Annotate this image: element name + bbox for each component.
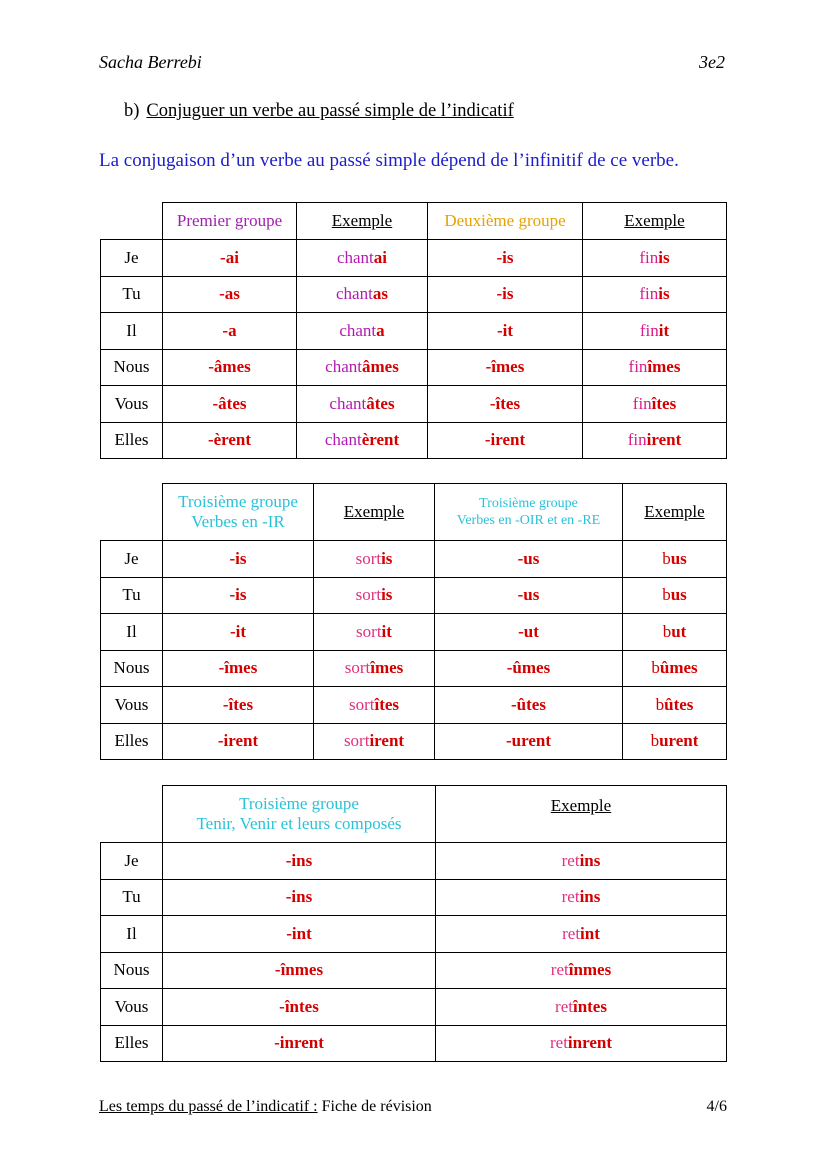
example-stem: fin (639, 284, 659, 304)
example-cell (436, 916, 727, 953)
header-troisieme-groupe-tenir-venir (163, 786, 436, 843)
table-header-row (101, 484, 727, 541)
section-title-text: Conjuguer un verbe au passé simple de l’indicatif (146, 101, 514, 121)
example-stem: ret (562, 923, 581, 943)
example-stem: fin (632, 393, 652, 413)
pronoun-cell: Tu (101, 577, 163, 614)
example-stem: sort (355, 548, 382, 568)
example-ending: îmes (370, 658, 404, 678)
example-cell (297, 276, 428, 313)
table-row (101, 422, 727, 459)
example-cell (623, 577, 727, 614)
example-ending: it (381, 621, 392, 641)
header-deuxieme-groupe: Deuxième groupe (428, 203, 583, 240)
example-stem: b (650, 731, 660, 751)
example-cell (297, 240, 428, 277)
example-ending: as (372, 284, 388, 304)
footer-title-text: Les temps du passé de l’indicatif : (99, 1098, 318, 1115)
ending-cell: -us (435, 577, 623, 614)
example-cell (297, 349, 428, 386)
header-troisieme-groupe-ir (163, 484, 314, 541)
example-ending: înmes (568, 960, 612, 980)
example-cell (623, 614, 727, 651)
example-stem: ret (550, 960, 569, 980)
ending-cell: -îtes (163, 687, 314, 724)
example-stem: sort (343, 731, 370, 751)
table-row (101, 614, 727, 651)
example-stem: sort (344, 658, 371, 678)
example-ending: is (381, 548, 393, 568)
ending-cell: -a (163, 313, 297, 350)
example-stem: chant (324, 430, 362, 450)
table-row (101, 989, 727, 1026)
table-header-row (101, 786, 727, 843)
class-label: 3e2 (699, 52, 725, 72)
example-ending: is (381, 585, 393, 605)
example-ending: îtes (374, 694, 400, 714)
example-cell (436, 952, 727, 989)
blank-cell (101, 786, 163, 843)
example-stem: sort (348, 694, 375, 714)
example-stem: ret (561, 850, 580, 870)
pronoun-cell: Il (101, 614, 163, 651)
pronoun-cell: Il (101, 313, 163, 350)
header-line: Tenir, Venir et leurs composés (196, 814, 402, 833)
ending-cell: -ut (435, 614, 623, 651)
example-stem: chant (329, 393, 367, 413)
example-cell (297, 422, 428, 459)
example-cell (314, 577, 435, 614)
ending-cell: -ins (163, 843, 436, 880)
ending-cell: -înmes (163, 952, 436, 989)
example-cell (436, 989, 727, 1026)
header-exemple: Exemple (297, 203, 428, 240)
example-cell (436, 843, 727, 880)
footer-subtitle: Fiche de révision (321, 1098, 432, 1115)
example-ending: ûtes (664, 694, 694, 714)
table-header-row (101, 203, 727, 240)
table-row (101, 687, 727, 724)
pronoun-cell: Je (101, 843, 163, 880)
example-ending: it (658, 320, 670, 340)
table-row (101, 577, 727, 614)
example-stem: fin (639, 247, 659, 267)
pronoun-cell: Je (101, 541, 163, 578)
header-troisieme-groupe-oir-re (435, 484, 623, 541)
ending-cell: -is (163, 577, 314, 614)
pronoun-cell: Nous (101, 650, 163, 687)
ending-cell: -âmes (163, 349, 297, 386)
example-cell (623, 541, 727, 578)
ending-cell: -îmes (163, 650, 314, 687)
example-stem: chant (339, 320, 377, 340)
example-stem: ret (561, 887, 580, 907)
ending-cell: -irent (428, 422, 583, 459)
page-number: 4/6 (706, 1098, 727, 1115)
example-ending: is (658, 247, 670, 267)
ending-cell: -ins (163, 879, 436, 916)
pronoun-cell: Tu (101, 879, 163, 916)
pronoun-cell: Elles (101, 422, 163, 459)
example-cell (583, 422, 727, 459)
example-ending: èrent (361, 430, 400, 450)
example-cell (436, 879, 727, 916)
example-cell (314, 723, 435, 760)
pronoun-cell: Nous (101, 349, 163, 386)
example-ending: us (670, 585, 687, 605)
example-ending: ai (373, 247, 388, 267)
example-stem: b (655, 694, 665, 714)
header-line: Troisième groupe (178, 492, 298, 511)
pronoun-cell: Il (101, 916, 163, 953)
header-exemple: Exemple (436, 786, 727, 843)
example-ending: irent (646, 430, 682, 450)
example-ending: ins (579, 887, 601, 907)
example-ending: irent (369, 731, 405, 751)
example-stem: fin (627, 430, 647, 450)
table-row (101, 240, 727, 277)
ending-cell: -urent (435, 723, 623, 760)
example-ending: a (376, 320, 385, 340)
example-stem: sort (355, 585, 382, 605)
ending-cell: -int (163, 916, 436, 953)
example-stem: b (662, 585, 671, 605)
blank-cell (101, 203, 163, 240)
ending-cell: -irent (163, 723, 314, 760)
example-cell (297, 386, 428, 423)
pronoun-cell: Tu (101, 276, 163, 313)
example-ending: ûmes (659, 658, 698, 678)
table-third-group-tenir-venir (100, 785, 727, 1062)
example-cell (314, 687, 435, 724)
header-line: Verbes en -IR (191, 512, 285, 531)
section-title (124, 101, 514, 122)
pronoun-cell: Elles (101, 1025, 163, 1062)
header-premier-groupe: Premier groupe (163, 203, 297, 240)
example-ending: us (670, 548, 687, 568)
example-ending: îtes (651, 393, 677, 413)
ending-cell: -is (428, 276, 583, 313)
example-cell (623, 650, 727, 687)
ending-cell: -âtes (163, 386, 297, 423)
ending-cell: -is (163, 541, 314, 578)
example-stem: ret (555, 996, 573, 1016)
example-stem: ret (549, 1033, 568, 1053)
example-cell (583, 313, 727, 350)
example-ending: ins (579, 850, 601, 870)
example-ending: âmes (362, 357, 399, 377)
example-cell (583, 349, 727, 386)
header-exemple: Exemple (314, 484, 435, 541)
example-ending: inrent (567, 1033, 612, 1053)
table-row (101, 952, 727, 989)
example-ending: întes (572, 996, 607, 1016)
ending-cell: -ûtes (435, 687, 623, 724)
example-ending: urent (659, 731, 699, 751)
example-cell (314, 541, 435, 578)
ending-cell: -inrent (163, 1025, 436, 1062)
header-line: Troisième groupe (479, 496, 578, 511)
ending-cell: -èrent (163, 422, 297, 459)
example-ending: is (658, 284, 670, 304)
ending-cell: -ai (163, 240, 297, 277)
ending-cell: -îmes (428, 349, 583, 386)
header-exemple: Exemple (583, 203, 727, 240)
intro-text: La conjugaison d’un verbe au passé simple dépend de l’infinitif de ce verbe. (99, 150, 679, 171)
example-stem: chant (336, 284, 373, 304)
example-cell (583, 240, 727, 277)
example-stem: fin (628, 357, 648, 377)
example-stem: sort (356, 621, 382, 641)
ending-cell: -us (435, 541, 623, 578)
student-name: Sacha Berrebi (99, 52, 202, 72)
table-row (101, 723, 727, 760)
section-letter: b) (124, 101, 140, 121)
example-stem: fin (639, 320, 659, 340)
header-line: Troisième groupe (239, 794, 359, 813)
example-cell (583, 276, 727, 313)
example-ending: îmes (647, 357, 681, 377)
example-cell (314, 614, 435, 651)
table-row (101, 650, 727, 687)
ending-cell: -it (428, 313, 583, 350)
ending-cell: -as (163, 276, 297, 313)
header-exemple: Exemple (623, 484, 727, 541)
example-cell (436, 1025, 727, 1062)
example-cell (583, 386, 727, 423)
blank-cell (101, 484, 163, 541)
pronoun-cell: Vous (101, 687, 163, 724)
example-stem: chant (336, 247, 374, 267)
pronoun-cell: Elles (101, 723, 163, 760)
table-row (101, 541, 727, 578)
pronoun-cell: Nous (101, 952, 163, 989)
example-cell (314, 650, 435, 687)
example-cell (623, 687, 727, 724)
example-ending: int (580, 923, 600, 943)
table-row (101, 879, 727, 916)
example-stem: b (662, 548, 671, 568)
table-row (101, 1025, 727, 1062)
ending-cell: -întes (163, 989, 436, 1026)
example-stem: b (662, 621, 672, 641)
table-row (101, 313, 727, 350)
example-stem: b (651, 658, 660, 678)
table-row (101, 916, 727, 953)
example-cell (623, 723, 727, 760)
example-stem: chant (325, 357, 362, 377)
pronoun-cell: Vous (101, 386, 163, 423)
table-row (101, 386, 727, 423)
ending-cell: -îtes (428, 386, 583, 423)
example-cell (297, 313, 428, 350)
example-ending: ut (671, 621, 687, 641)
table-row (101, 276, 727, 313)
table-third-group-ir-oir-re (100, 483, 727, 760)
pronoun-cell: Vous (101, 989, 163, 1026)
table-row (101, 349, 727, 386)
ending-cell: -ûmes (435, 650, 623, 687)
header-line: Verbes en -OIR et en -RE (456, 513, 601, 528)
table-row (101, 843, 727, 880)
example-ending: âtes (366, 393, 395, 413)
ending-cell: -is (428, 240, 583, 277)
pronoun-cell: Je (101, 240, 163, 277)
ending-cell: -it (163, 614, 314, 651)
footer-title (99, 1098, 432, 1116)
table-first-second-group (100, 202, 727, 459)
